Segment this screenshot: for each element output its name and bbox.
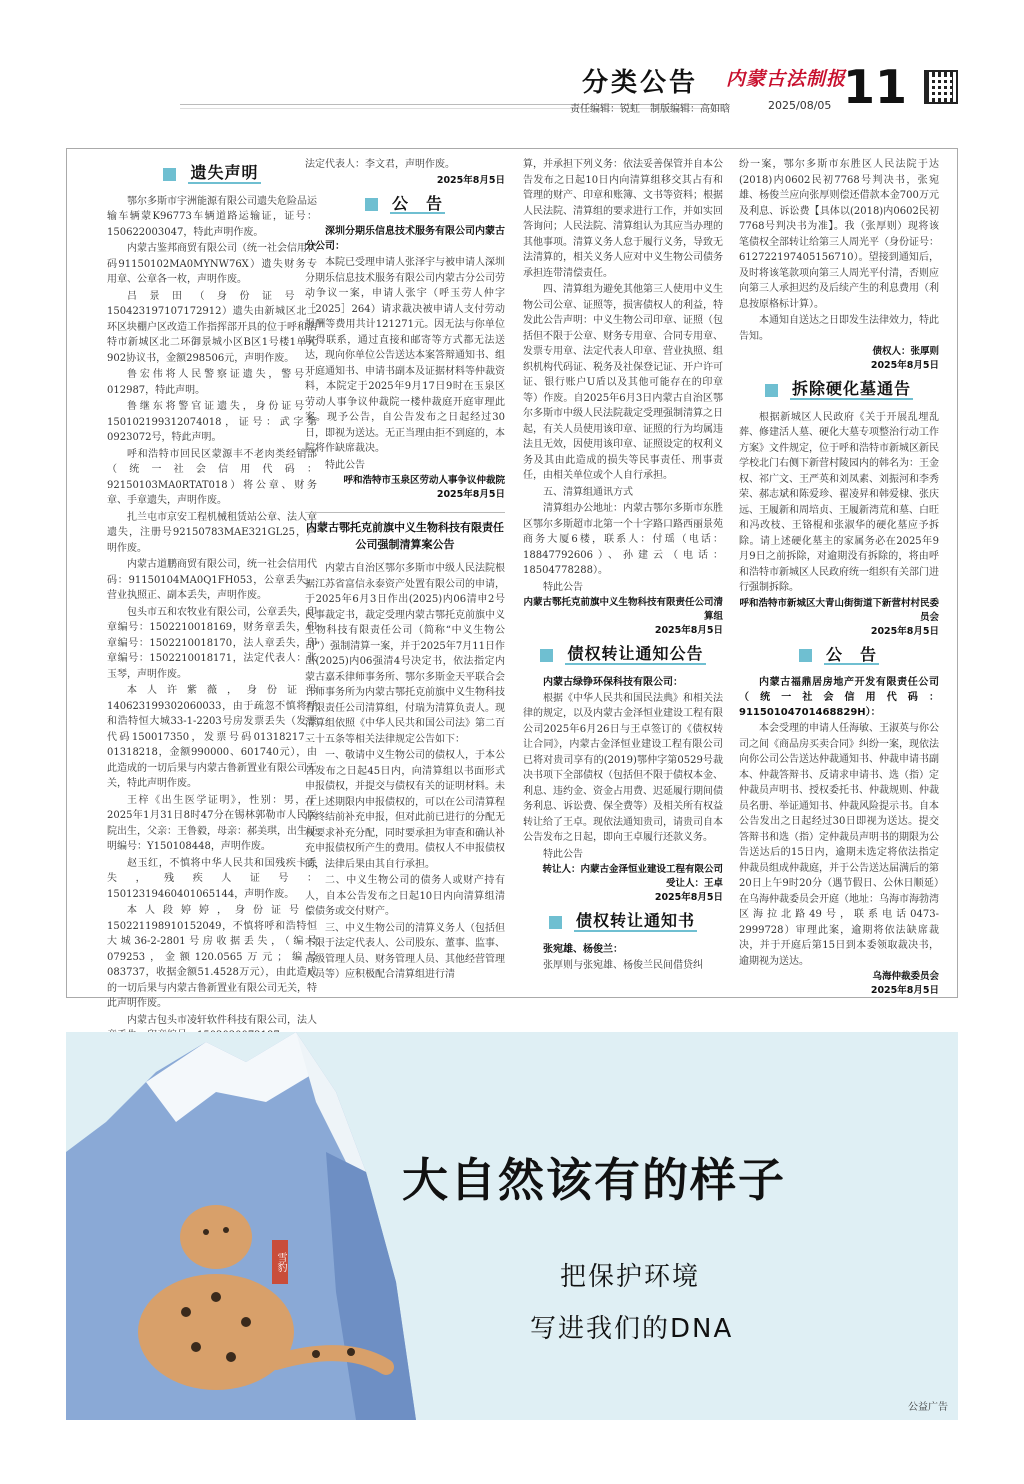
signature: 内蒙古鄂托克前旗中义生物科技有限责任公司清算组 [523, 597, 723, 622]
newspaper-logo: 内蒙古法制报 [726, 68, 847, 90]
signature: 债权人：张厚则 [872, 346, 939, 357]
signature-date: 2025年8月5日 [870, 360, 939, 371]
notice-paragraph: 本会受理的申请人任海敏、王淑英与你公司之间《商品房买卖合同》纠纷一案，现依法向你公司公告送达仲裁通知书、仲裁申请书副本、仲裁答辩书、反请求申请书、选（指）定仲裁员声明书、授权委托书、仲裁规则、仲裁员名册、举证通知书、仲裁风险提示书。自本公告发出之日起经过30日即视为送达。提交答辩书和选（指）定仲裁员声明书的期限为公告送达后的15日内，逾期未选定将依法指定仲裁员组成仲裁庭，并于公告送达届满后的第20日上午9时20分（遇节假日、公休日顺延）在乌海仲裁委员会开庭（地址：乌海市海勃湾区海拉北路49号，联系电话0473-2999728）审理此案，逾期将依法缺席裁决，并于开庭后第15日到本委领取裁决书，逾期视为送达。 [739, 723, 939, 967]
qr-code-icon[interactable] [924, 70, 958, 104]
notice-paragraph: 特此公告 [325, 459, 365, 471]
notice-paragraph: 内蒙古自治区鄂尔多斯市中级人民法院根据江苏省富信永泰资产处置有限公司的申请，于2025年6月3日作出(2025)内06清申2号民事裁定书，裁定受理内蒙古鄂托克前旗中义生物科技有限责任公司（简称“中义生物公司”）强制清算一案，并于2025年7月11日作出(2025)内06强清4号决定书，依法指定内蒙古嘉禾律师事务所、鄂尔多斯金天平联合会计师事务所为内蒙古鄂托克前旗中义生物科技有限责任公司清算组，付瑞为清算负责人。现清算组依照《中华人民共和国公司法》第二百三十五条等相关法律规定公告如下： [305, 563, 505, 745]
editors-line: 责任编辑：锐虹 制版编辑：高如晗 [570, 104, 730, 115]
seal-stamp: 雪豹 [272, 1240, 288, 1284]
ad-slogan-line-2: 写进我们的DNA [530, 1314, 734, 1344]
signature-date: 2025年8月5日 [870, 985, 939, 996]
heading-square-icon [365, 198, 378, 211]
signature-date: 2025年8月5日 [870, 625, 939, 637]
notice-paragraph: 张厚则与张宛雄、杨俊兰民间借贷纠 [543, 959, 703, 971]
signature: 呼和浩特市玉泉区劳动人事争议仲裁院 [343, 475, 505, 486]
notice-paragraph: 鲁宏伟将人民警察证遗失，警号：012987，特此声明。 [107, 369, 317, 396]
signature: 呼和浩特市新城区大青山街街道下新营村村民委员会 [739, 597, 939, 623]
section-heading-announcement: 公 告 [305, 196, 505, 215]
notice-paragraph: 本人段婷婷，身份证号：150221198910152049，不慎将呼和浩特恒大城36-2-2801号房收据丢失，（编号079253，金额120.0565万元；编号083737，收据金额51.4528万元），由此造成的一切后果与内蒙古鲁新置业有限公司无关，特此声明作废。 [107, 905, 317, 1009]
public-service-ad [66, 1032, 958, 1420]
section-heading-lost-notice: 遗失声明 [107, 165, 317, 184]
section-heading-announcement: 公 告 [739, 647, 939, 666]
notice-paragraph: 包头市五和农牧业有限公司，公章丢失，印章编号：1502210018169，财务章丢失，印章编号：1502210018170，法人章丢失，印章编号：1502210018171，法定代表人：张玉琴，声明作废。 [107, 606, 317, 680]
notice-paragraph: 根据《中华人民共和国民法典》和相关法律的规定，以及内蒙古金泽恒业建设工程有限公司2025年6月26日与王卓签订的《债权转让合同》，内蒙古金泽恒业建设工程有限公司已将对贵司享有的(2019)鄂仲字第0529号裁决书项下全部债权（包括但不限于债权本金、利息、违约金、资金占用费、迟延履行期间债务利息、诉讼费、保全费等）及相关所有权益转让给了王卓。现依法通知贵司，请贵司自本公告发布之日起，即向王卓履行还款义务。 [523, 692, 723, 843]
notice-date: 2025年8月5日 [436, 174, 505, 186]
notice-paragraph: 本通知自送达之日即发生法律效力，特此告知。 [739, 315, 939, 342]
notice-paragraph: 呼和浩特市回民区蒙源丰不老肉类经销部（统一社会信用代码：92150103MA0RTAT018）将公章、财务章、手章遗失，声明作废。 [107, 448, 317, 506]
notice-paragraph: 特此公告 [543, 581, 583, 593]
notice-paragraph: 三、中义生物公司的清算义务人（包括但不限于法定代表人、公司股东、董事、监事、高级管理人员、财务管理人员、其他经营管理人员等）应积极配合清算组进行清 [305, 922, 505, 980]
column-4 [739, 157, 939, 996]
notice-paragraph: 内蒙古道鹏商贸有限公司，统一社会信用代码：91150104MA0Q1FH053，公章丢失，营业执照正、副本丢失，声明作废。 [107, 559, 317, 601]
notice-paragraph: 赵玉红，不慎将中华人民共和国残疾卡丢失，残疾人证号：15012319460401065144，声明作废。 [107, 857, 317, 900]
ad-slogan-line-1: 把保护环境 [560, 1262, 701, 1292]
notice-paragraph: 吕景田（身份证号：150423197107172912）遗失由新城区北二环区块棚户区改造工作指挥部开具的位于呼和浩特市新城区北二环御景城小区B区1号楼1单元902协议书，金额298506元，声明作废。 [107, 290, 317, 364]
column-2 [305, 157, 505, 987]
notice-paragraph: 纷一案，鄂尔多斯市东胜区人民法院于达(2018)内0602民初7768号判决书，张宛雄、杨俊兰应向张厚则偿还借款本金700万元及利息、诉讼费【具体以(2018)内0602民初7768号判决书为准】。我（张厚则）现将该笔债权全部转让给第三人周光平（身份证号：612722197405156710）。望接到通知后，及时将该笔款项向第三人周光平付清，否则应向第三人承担迟约及后续产生的利息费用（利息按原格标计算）。 [739, 159, 939, 310]
section-title: 分类公告 [582, 68, 699, 98]
heading-square-icon [163, 168, 176, 181]
notice-paragraph: 本院已受理申请人张泽宇与被申请人深圳分期乐信息技术服务有限公司内蒙古分公司劳动争议一案，申请人张宇（呼玉劳人仲字［2025］264）请求裁决被申请人支付劳动报酬等费用共计121271元。因无法与你单位取得联系，通过直接和邮寄等方式都无法送达，现向你单位公告送达本案答辩通知书、组开庭通知书、申请书副本及证据材料等仲裁资料，本院定于2025年9月17日9时在玉泉区劳动人事争议仲裁院一楼仲裁庭开庭审理此案。现予公告，自公告发布之日起经过30日，即视为送达。无正当理由拒不到庭的，本院将作缺席裁决。 [305, 257, 505, 454]
snow-leopard-body [138, 1274, 294, 1390]
notice-paragraph: 算，并承担下列义务：依法妥善保管并自本公告发布之日起10日内向清算组移交其占有和管理的财产、印章和账簿、文书等资料；根据人民法院、清算组的要求进行工作，并如实回答询问；人民法院、清算组认为其应当办理的其他事项。清算义务人怠于履行义务，导致无法清算的，相关义务人应对中义生物公司债务承担连带清偿责任。 [523, 159, 723, 279]
signature-date: 2025年8月5日 [654, 892, 723, 903]
notice-tail: 法定代表人：李文君，声明作废。 [305, 159, 455, 170]
divider [305, 512, 505, 513]
page-number: 11 [843, 60, 908, 114]
issue-date: 2025/08/05 [768, 99, 832, 112]
heading-square-icon [540, 649, 553, 662]
notice-paragraph: 鲁继东将警官证遗失，身份证号：150102199312074018，证号：武字第0923072号，特此声明。 [107, 401, 317, 443]
section-heading-tomb-removal: 拆除硬化墓通告 [739, 381, 939, 400]
notice-paragraph: 特此公告 [543, 848, 583, 860]
ad-label: 公益广告 [908, 1402, 948, 1413]
notice-paragraph: 内蒙古包头市凌轩软件科技有限公司，法人 [127, 1014, 317, 1026]
heading-square-icon [799, 649, 812, 662]
snow-leopard-head [180, 1205, 252, 1269]
column-3 [523, 157, 723, 987]
notice-paragraph: 王梓《出生医学证明》，性别：男，于2025年1月31日8时47分在锡林郭勒市人民医院出生，父亲：王鲁毅，母亲：郝美琪，出生证明编号：Y150108448，声明作废。 [107, 794, 317, 852]
ad-headline: 大自然该有的样子 [402, 1153, 786, 1207]
notice-paragraph: 根据新城区人民政府《关于开展乱埋乱葬、修建活人墓、硬化大墓专项整治行动工作方案》文件规定，位于呼和浩特市新城区新民学校北门右侧下新营村陵园内的韩名为：王金权、祁广文、王严英和刘凤素、刘振河和李秀荣、郝志斌和陈爱珍、翟凌昇和韩爱棣、张庆远、王履新和周培贞、王履新湾荒和墓、白旺和冯改枝、王铬棍和张淑华的硬化墓应予拆除。请上述硬化墓主的家属务必在2025年9月9日之前拆除，对逾期没有拆除的，将由呼和浩特市新城区人民政府统一组织有关部门进行强制拆除。 [739, 411, 939, 593]
notice-title: 内蒙古鄂托克前旗中义生物科技有限责任公司强制清算案公告 [306, 521, 504, 551]
notice-paragraph: 内蒙古鉴邦商贸有限公司（统一社会信用代码91150102MA0MYNW76X）遗失财务专用章、公章各一枚，声明作废。 [107, 243, 317, 285]
addressee: 内蒙古福鼎居房地产开发有限责任公司（统一社会信用代码：91150104701468829H）： [739, 677, 939, 718]
signature-date: 2025年8月5日 [436, 489, 505, 500]
signature: 乌海仲裁委员会 [872, 971, 939, 982]
section-heading-debt-transfer-letter: 债权转让通知书 [523, 913, 723, 932]
notice-paragraph: 扎兰屯市京安工程机械租赁站公章、法人章遗失，注册号92150783MAE321GL25，声明作废。 [107, 511, 317, 554]
addressee: 内蒙古绿铮环保科技有限公司： [543, 676, 683, 688]
announcements-box [66, 148, 958, 1026]
notice-paragraph: 清算组办公地址：内蒙古鄂尔多斯市东胜区鄂尔多斯超市北第一个十字路口路西丽景苑商务大厦6楼，联系人：付瑶（电话：18847792606）、孙建云（电话：18504778288）。 [523, 503, 723, 576]
signature: 受让人：王卓 [665, 878, 723, 889]
heading-square-icon [549, 916, 562, 929]
notice-paragraph: 五、清算组通讯方式 [543, 486, 633, 498]
signature: 转让人：内蒙古金泽恒业建设工程有限公司 [542, 864, 723, 875]
signature-date: 2025年8月5日 [654, 625, 723, 636]
notice-paragraph: 二、中义生物公司的债务人或财产持有人，自本公告发布之日起10日内向清算组清偿债务或交付财产。 [305, 875, 505, 917]
notice-paragraph: 本人许紫薇，身份证号140623199302060033，由于疏忽不慎将呼和浩特恒大城33-1-2203号房发票丢失（发票代码150017350，发票号码01318217、01318218，金额990000、601740元），由此造成的一切后果与内蒙古鲁新置业有限公司无关，特此声明作废。 [107, 685, 317, 789]
heading-square-icon [765, 384, 778, 397]
addressee: 深圳分期乐信息技术服务有限公司内蒙古分公司： [305, 226, 505, 252]
notice-paragraph: 一、敬请中义生物公司的债权人，于本公告发布之日起45日内，向清算组以书面形式申报债权，并提交与债权有关的证明材料。未在上述期限内申报债权的，可以在公司清算程序终结前补充申报，但对此前已进行的分配无权要求补充分配，同时要承担为审查和确认补充申报债权所产生的费用。债权人不申报债权的，法律后果由其自行承担。 [305, 750, 505, 870]
column-1 [107, 157, 317, 1026]
page-header [0, 0, 1024, 130]
notice-paragraph: 鄂尔多斯市宇洲能源有限公司遗失危险品运输车辆蒙K96773车辆道路运输证，证号：150622003047，特此声明作废。 [107, 195, 317, 238]
notice-paragraph: 四、清算组为避免其他第三人使用中义生物公司公章、证照等，损害债权人的利益，特发此公告声明：中义生物公司印章、证照（包括但不限于公章、财务专用章、合同专用章、发票专用章、法定代表人印章、营业执照、组织机构代码证、税务及社保登记证、开户许可证、银行账户U盾以及其他可能存在的印章等）作废。自2025年6月3日内蒙古自治区鄂尔多斯市中级人民法院裁定受理强制清算之日起，有关人员使用该印章、证照的行为均属违法且无效，因使用该印章、证照设定的权利义务及其由此造成的损失等民事责任、刑事责任，由相关单位或个人自行承担。 [523, 284, 723, 481]
section-heading-debt-transfer-notice: 债权转让通知公告 [523, 646, 723, 665]
ad-illustration [66, 1032, 958, 1420]
addressee: 张宛雄、杨俊兰： [543, 943, 623, 955]
